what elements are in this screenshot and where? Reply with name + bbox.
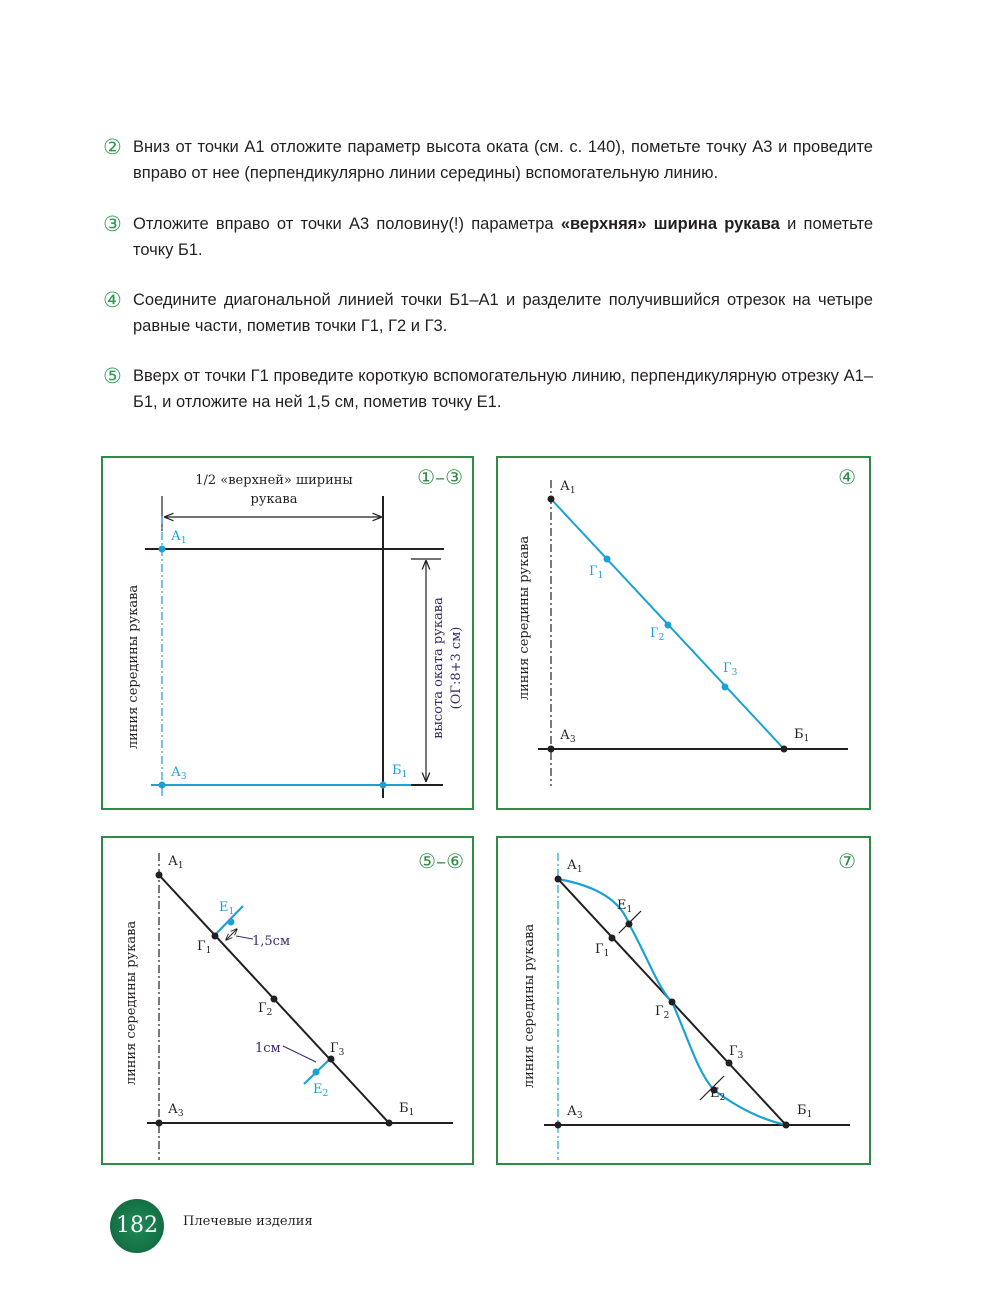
- point-g2: [669, 999, 676, 1006]
- point-a3: [159, 782, 166, 789]
- label-g1: $Г_1$: [589, 564, 604, 581]
- panel-tag: ①–③: [417, 465, 463, 489]
- label-b1: $Б_1$: [794, 727, 810, 744]
- point-g3: [328, 1056, 335, 1063]
- step-number: ④: [103, 288, 122, 312]
- step-text: [133, 211, 873, 263]
- step-number: ⑤: [103, 364, 122, 388]
- measure-1-5cm: 1,5см: [252, 934, 291, 949]
- point-g1: [604, 556, 611, 563]
- step-number: ③: [103, 212, 122, 236]
- page-number: 182: [116, 1213, 158, 1238]
- label-e1: $Е_1$: [617, 898, 633, 915]
- point-g1: [212, 933, 219, 940]
- point-e1: [626, 921, 633, 928]
- label-e2: $Е_2$: [710, 1086, 726, 1103]
- point-g1: [609, 935, 616, 942]
- text-run: Вверх от точки Г1 проведите короткую вспомогательную линию, перпендикулярную отрезку А1–Б1, и отложите на ней 1,5 см, пометив точку Е1.: [133, 367, 873, 411]
- label-g2: $Г_2$: [650, 626, 665, 643]
- label-b1: $Б_1$: [797, 1103, 813, 1120]
- axis-label: линия середины рукава: [517, 535, 532, 701]
- point-g3: [726, 1060, 733, 1067]
- point-a1: [555, 876, 562, 883]
- point-a3: [156, 1120, 163, 1127]
- label-a3: $А_3$: [560, 728, 576, 745]
- bold-term: «верхняя» ширина рукава: [560, 215, 780, 233]
- label-e1: $Е_1$: [219, 900, 235, 917]
- label-a3: $А_3$: [171, 765, 187, 782]
- point-b1: [781, 746, 788, 753]
- diagram-panel-4: [496, 456, 871, 810]
- panel-tag: ⑤–⑥: [418, 849, 464, 873]
- point-g2: [665, 622, 672, 629]
- label-g1: $Г_1$: [197, 939, 212, 956]
- point-a1: [159, 546, 166, 553]
- text-run: Соедините диагональной линией точки Б1–А1 и разделите получившийся отрезок на четыре равные части, пометив точки Г1, Г2 и Г3.: [133, 291, 873, 335]
- axis-label: линия середины рукава: [124, 920, 139, 1086]
- text-run: Вниз от точки А1 отложите параметр высота оката (см. с. 140), пометьте точку А3 и проведите вправо от нее (перпендикулярно линии середины) вспомогательную линию.: [133, 138, 873, 182]
- point-a3: [555, 1122, 562, 1129]
- step-3: [103, 211, 873, 263]
- footer-section-title: Плечевые изделия: [183, 1214, 313, 1229]
- text-run: и пометьте точку Б1.: [133, 215, 874, 259]
- measure-1cm: 1см: [255, 1041, 281, 1056]
- panel-tag: ④: [838, 465, 856, 489]
- text-run: Отложите вправо от точки А3 половину(!) параметра: [133, 215, 561, 233]
- label-a3: $А_3$: [168, 1102, 184, 1119]
- step-number: ②: [103, 135, 122, 159]
- point-a3: [548, 746, 555, 753]
- label-g2: $Г_2$: [258, 1001, 273, 1018]
- width-label-line2: рукава: [250, 492, 298, 507]
- point-g2: [271, 996, 278, 1003]
- label-b1: $Б_1$: [392, 763, 408, 780]
- label-g1: $Г_1$: [595, 942, 610, 959]
- label-g3: $Г_3$: [729, 1044, 744, 1061]
- label-a1: $А_1$: [567, 858, 583, 875]
- point-e2: [313, 1069, 320, 1076]
- diagram-panel-7: [496, 836, 871, 1165]
- step-text: [133, 363, 873, 415]
- point-e1: [228, 919, 235, 926]
- point-g3: [722, 684, 729, 691]
- step-text: [133, 287, 873, 339]
- label-e2: $Е_2$: [313, 1082, 329, 1099]
- point-a1: [548, 496, 555, 503]
- label-g2: $Г_2$: [655, 1004, 670, 1021]
- label-b1: $Б_1$: [399, 1101, 415, 1118]
- label-a1: $А_1$: [560, 479, 576, 496]
- width-label-line1: 1/2 «верхней» ширины: [195, 473, 353, 488]
- diagram-panel-1-3: [101, 456, 474, 810]
- step-2: [103, 134, 873, 186]
- point-b1: [783, 1122, 790, 1129]
- label-a3: $А_3$: [567, 1104, 583, 1121]
- panel-tag: ⑦: [838, 849, 856, 873]
- label-a1: $А_1$: [168, 854, 184, 871]
- point-b1: [386, 1120, 393, 1127]
- diagram-panel-5-6: [101, 836, 474, 1165]
- point-a1: [156, 872, 163, 879]
- point-b1: [380, 782, 387, 789]
- label-g3: $Г_3$: [723, 661, 738, 678]
- height-label-line1: высота оката рукава: [431, 597, 446, 739]
- step-4: [103, 287, 873, 339]
- label-a1: $А_1$: [171, 529, 187, 546]
- step-5: [103, 363, 873, 415]
- axis-label: линия середины рукава: [522, 923, 537, 1089]
- label-g3: $Г_3$: [330, 1041, 345, 1058]
- axis-label: линия середины рукава: [126, 584, 141, 750]
- step-text: [133, 134, 873, 186]
- height-label-line2: (ОГ:8+3 см): [449, 626, 464, 710]
